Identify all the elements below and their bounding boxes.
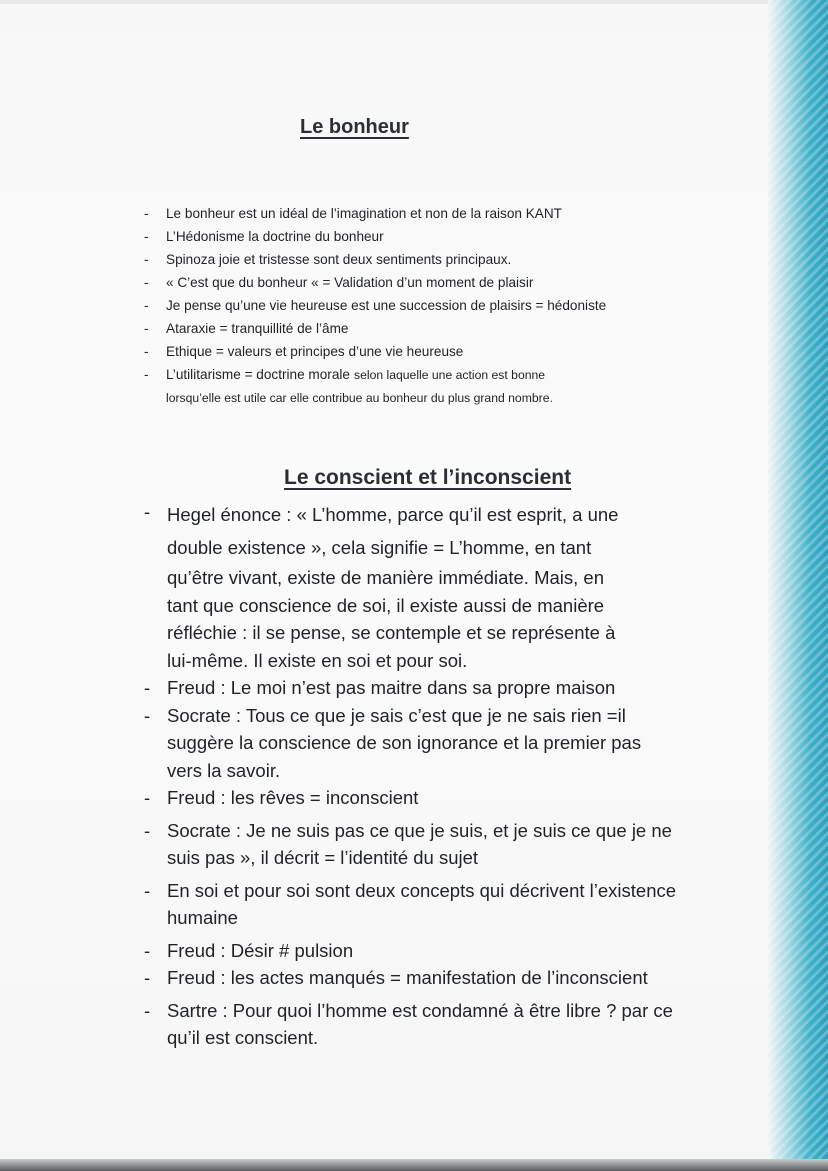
item-text: - L’Hédonisme la doctrine du bonheur [166,229,384,244]
list-item [140,248,606,271]
list-item [140,225,606,248]
item-text: - En soi et pour soi sont deux concepts qui décrivent l’existence [167,879,677,901]
list-item [140,784,676,812]
blue-background-edge [768,0,828,1171]
item-text: selon laquelle une action est bonne [353,368,546,382]
item-text: - Hegel énonce : « L’homme, parce qu’il est esprit, a une [167,504,619,525]
bonheur-list [140,202,606,410]
item-text: - Freud : Désir # pulsion [167,939,354,961]
list-item [140,340,606,363]
item-text: vers la savoir. [167,759,281,781]
section-title-conscient: Le conscient et l’inconscient [284,466,572,489]
item-text: - Sartre : Pour quoi l’homme est condamné à être libre ? par ce [167,999,673,1021]
item-text: humaine [167,907,238,928]
item-text: suggère la conscience de son ignorance et la premier pas [167,732,642,753]
item-text: - Freud : Le moi n’est pas maitre dans sa propre maison [167,677,616,698]
item-text: qu’il est conscient. [167,1027,319,1048]
item-text: tant que conscience de soi, il existe aussi de manière [167,594,605,616]
item-text: - Freud : les rêves = inconscient [167,787,419,808]
item-text: lui-même. Il existe en soi et pour soi. [167,649,468,671]
item-text: double existence », cela signifie = L’homme, en tant [167,537,592,558]
list-item [140,498,676,674]
list-item [140,937,676,965]
item-text: L’utilitarisme = doctrine morale [166,367,350,382]
item-text: lorsqu’elle est utile car elle contribue au bonheur du plus grand nombre. [166,391,553,405]
item-text: - Freud : les actes manqués = manifestation de l’inconscient [167,967,648,988]
item-text: - « C’est que du bonheur « = Validation d’un moment de plaisir [166,275,534,290]
list-item [140,817,676,872]
list-item [140,363,606,410]
item-text: - Socrate : Tous ce que je sais c’est que je ne sais rien =il [167,704,626,726]
section-title-bonheur: Le bonheur [300,116,409,138]
item-text: - Socrate : Je ne suis pas ce que je suis, et je suis ce que je ne [167,819,672,841]
list-item [140,317,606,340]
page-bottom-shadow [0,1159,828,1171]
conscient-list [140,498,676,1052]
list-item [140,294,606,317]
list-item [140,702,676,785]
item-text: qu’être vivant, existe de manière immédiate. Mais, en [167,567,605,588]
item-text: suis pas », il décrit = l’identité du sujet [167,847,479,868]
list-item [140,202,606,225]
item-text: - Ataraxie = tranquillité de l’âme [166,321,349,336]
item-text: - Le bonheur est un idéal de l’imagination et non de la raison KANT [166,206,562,221]
item-text: - Je pense qu’une vie heureuse est une succession de plaisirs = hédoniste [166,298,607,313]
item-text: réfléchie : il se pense, se contemple et se représente à [167,622,616,643]
list-item [140,964,676,992]
list-item [140,674,676,702]
item-text: - Ethique = valeurs et principes d’une vie heureuse [166,344,464,359]
list-item [140,997,676,1052]
list-item [140,877,676,932]
list-item [140,271,606,294]
item-text: - Spinoza joie et tristesse sont deux sentiments principaux. [166,252,512,267]
